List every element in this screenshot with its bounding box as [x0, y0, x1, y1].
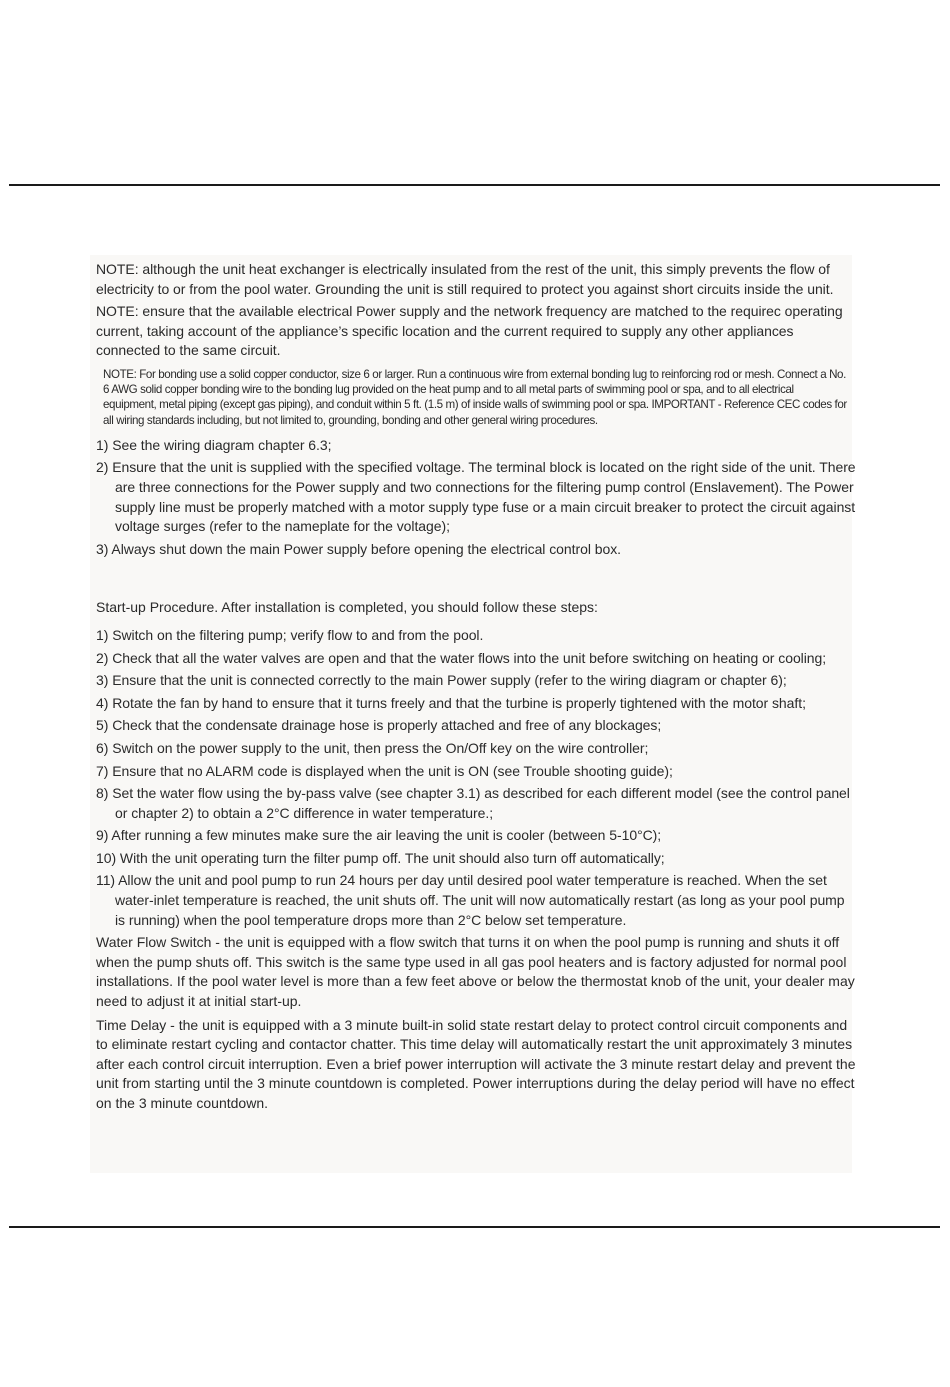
bonding-note: NOTE: For bonding use a solid copper conductor, size 6 or larger. Run a continuous wire from external bonding lug to reinforcing rod or mesh. Connect a No. 6 AWG solid copper bonding wire to the bonding lug provided on the heat pump and to all metal parts of swimming pool or spa, and to all electrical equipment, metal piping (except gas piping), and conduit within 5 ft. (1.5 m) of inside walls of swimming pool or spa. IMPORTANT - Reference CEC codes for all wiring standards including, but not limited to, grounding, bonding and other general wiring procedures.: [103, 367, 847, 427]
water-flow-switch-paragraph: Water Flow Switch - the unit is equipped with a flow switch that turns it on when the pool pump is running and shuts it off when the pump shuts off. This switch is the same type used in all gas pool heaters and is factory adjusted for normal pool installations. If the pool water level is more than a few feet above or below the thermostat knob of the unit, your dealer may need to adjust it at initial start-up.: [96, 934, 855, 1010]
power-supply-note: NOTE: ensure that the available electrical Power supply and the network frequency are matched to the requirec operating current, taking account of the appliance’s specific location and the current required to supply any other appliances connected to the same circuit.: [96, 303, 843, 359]
list-item: 4) Rotate the fan by hand to ensure that it turns freely and that the turbine is properly tightened with the motor shaft;: [96, 694, 806, 711]
time-delay-paragraph: Time Delay - the unit is equipped with a 3 minute built-in solid state restart delay to protect control circuit components and to eliminate restart cycling and contactor chatter. This time delay will automatically restart the unit approximately 3 minutes after each control circuit interruption. Even a brief power interruption will activate the 3 minute restart delay and prevent the unit from starting until the 3 minute countdown is completed. Power interruptions during the delay period will have no effect on the 3 minute countdown.: [96, 1016, 856, 1111]
list-item: 2) Check that all the water valves are open and that the water flows into the unit before switching on heating or cooling;: [96, 649, 827, 666]
top-divider: [9, 184, 940, 186]
list-item: 5) Check that the condensate drainage hose is properly attached and free of any blockages;: [96, 717, 662, 734]
startup-intro: Start-up Procedure. After installation is completed, you should follow these steps:: [96, 599, 598, 616]
list-item: 6) Switch on the power supply to the unit, then press the On/Off key on the wire controller;: [96, 739, 649, 756]
list-item: 10) With the unit operating turn the filter pump off. The unit should also turn off automatically;: [96, 849, 665, 866]
list-item: 3) Ensure that the unit is connected correctly to the main Power supply (refer to the wiring diagram or chapter 6);: [96, 672, 787, 689]
list-item: 1) Switch on the filtering pump; verify flow to and from the pool.: [96, 626, 484, 643]
manual-page-body: [90, 255, 856, 1173]
list-item: 9) After running a few minutes make sure the air leaving the unit is cooler (between 5-10°C);: [96, 827, 662, 844]
startup-steps-list: [96, 626, 856, 930]
list-item: 7) Ensure that no ALARM code is displayed when the unit is ON (see Trouble shooting guide);: [96, 762, 673, 779]
bottom-divider: [9, 1226, 940, 1228]
wiring-steps-list: [96, 436, 856, 560]
list-item: 3) Always shut down the main Power supply before opening the electrical control box.: [96, 540, 621, 557]
list-item: 11) Allow the unit and pool pump to run 24 hours per day until desired pool water temperature is reached. When the set water-inlet temperature is reached, the unit shuts off. The unit will now automatically restart (as long as your pool pump is running) when the pool temperature drops more than 2°C below set temperature.: [96, 872, 845, 928]
grounding-note: NOTE: although the unit heat exchanger is electrically insulated from the rest of the unit, this simply prevents the flow of electricity to or from the pool water. Grounding the unit is still required to protect you against short circuits inside the unit.: [96, 261, 834, 297]
list-item: 8) Set the water flow using the by-pass valve (see chapter 3.1) as described for each different model (see the control panel or chapter 2) to obtain a 2°C difference in water temperature.;: [96, 785, 850, 821]
list-item: 2) Ensure that the unit is supplied with the specified voltage. The terminal block is located on the right side of the unit. There are three connections for the Power supply and two connections for the filtering pump control (Enslavement). The Power supply line must be properly matched with a motor supply type fuse or a main circuit breaker to protect the circuit against voltage surges (refer to the nameplate for the voltage);: [96, 459, 856, 535]
list-item: 1) See the wiring diagram chapter 6.3;: [96, 436, 332, 453]
